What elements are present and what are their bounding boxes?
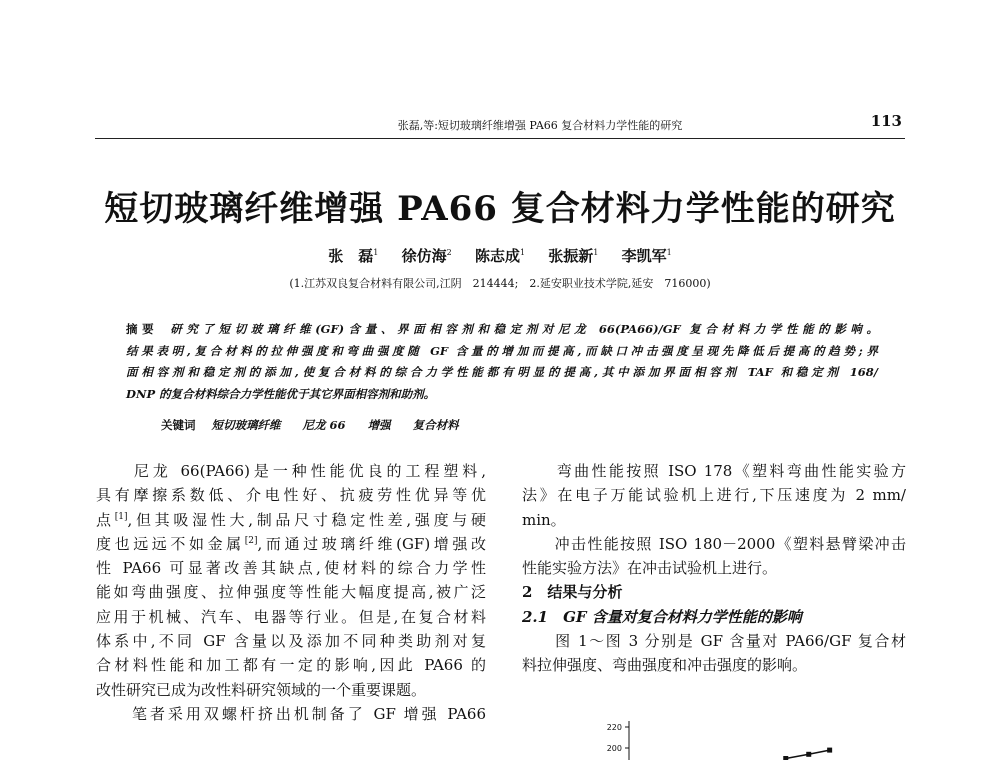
keyword: 复合材料: [412, 418, 459, 432]
figure-1-chart: [598, 717, 838, 760]
author-list: [0, 245, 1000, 266]
paragraph-line: 性 PA66 可显著改善其缺点,使材料的综合力学性: [96, 559, 486, 578]
paragraph-line: min。: [522, 510, 566, 529]
data-point: [783, 756, 788, 760]
author-2: 徐仿海$^2$: [401, 247, 452, 265]
paragraph-line: 弯曲性能按照 ISO 178《塑料弯曲性能实验方: [522, 462, 906, 480]
paragraph-line: 能如弯曲强度、拉伸强度等性能大幅度提高,被广泛: [96, 583, 486, 602]
author-1: 张 磊$^1$: [328, 247, 379, 265]
author-5: 李凯军$^1$: [621, 247, 672, 265]
paragraph-line: 具有摩擦系数低、介电性好、抗疲劳性优异等优: [96, 486, 486, 505]
keyword: 尼龙 66: [302, 418, 346, 432]
y-tick-label: 200: [606, 744, 622, 753]
keywords-label: 关键词: [161, 418, 196, 432]
abstract-line: 结果表明,复合材料的拉伸强度和弯曲强度随 GF 含量的增加而提高,而缺口冲击强度呈现先降低后提高的趋势;界: [126, 343, 878, 358]
paragraph-line: 度也远远不如金属[2],而通过玻璃纤维(GF)增强改: [96, 534, 486, 553]
right-column: [522, 459, 906, 678]
data-point: [806, 752, 811, 757]
author-4: 张振新$^1$: [548, 247, 599, 265]
abstract-line: 摘要 研究了短切玻璃纤维(GF)含量、界面相容剂和稳定剂对尼龙 66(PA66)/GF 复合材料力学性能的影响。: [126, 322, 878, 336]
paragraph-line: 法》在电子万能试验机上进行,下压速度为 2 mm/: [522, 486, 906, 505]
author-3: 陈志成$^1$: [474, 247, 526, 265]
data-point: [827, 748, 832, 753]
y-tick-label: 220: [606, 723, 622, 732]
keywords: [161, 417, 477, 433]
paragraph-line: 性能实验方法》在冲击试验机上进行。: [522, 559, 778, 578]
affiliations: (1.江苏双良复合材料有限公司,江阴 214444; 2.延安职业技术学院,延安 716000): [289, 277, 711, 290]
keyword: 短切玻璃纤维: [211, 418, 281, 432]
keyword: 增强: [367, 418, 391, 432]
left-column: [96, 459, 486, 726]
paragraph-line: 笔者采用双螺杆挤出机制备了 GF 增强 PA66: [96, 704, 486, 723]
paragraph-line: 冲击性能按照 ISO 180－2000《塑料悬臂梁冲击: [522, 534, 906, 553]
paragraph-line: 图 1～图 3 分别是 GF 含量对 PA66/GF 复合材: [522, 632, 906, 651]
citation-ref-1: [1]: [114, 511, 128, 522]
running-head: 张磊,等:短切玻璃纤维增强 PA66 复合材料力学性能的研究: [397, 119, 683, 132]
abstract-label: 摘要: [126, 322, 159, 336]
series-layer: [783, 748, 832, 760]
paragraph-line: 料拉伸强度、弯曲强度和冲击强度的影响。: [522, 656, 808, 675]
abstract-line: DNP 的复合材料综合力学性能优于其它界面相容剂和助剂。: [126, 386, 436, 401]
section-heading: 2 结果与分析: [522, 583, 623, 602]
paragraph-line: 应用于机械、汽车、电器等行业。但是,在复合材料: [96, 607, 486, 626]
paragraph-line: 合材料性能和加工都有一定的影响,因此 PA66 的: [96, 656, 486, 675]
abstract-line: 面相容剂和稳定剂的添加,使复合材料的综合力学性能都有明显的提高,其中添加界面相容剂 TAF 和稳定剂 168/: [126, 365, 878, 380]
paragraph-line: 改性研究已成为改性料研究领域的一个重要课题。: [96, 680, 427, 699]
citation-ref-2: [2]: [244, 535, 258, 546]
subsection-heading: 2.1 GF 含量对复合材料力学性能的影响: [522, 607, 802, 626]
paragraph-line: 体系中,不同 GF 含量以及添加不同种类助剂对复: [96, 632, 486, 651]
paragraph-line: 尼龙 66(PA66)是一种性能优良的工程塑料,: [96, 462, 486, 480]
paragraph-line: 点[1],但其吸湿性大,制品尺寸稳定性差,强度与硬: [96, 510, 486, 529]
abstract: [126, 319, 878, 405]
header-rule: [95, 138, 905, 139]
page-number: 113: [870, 112, 902, 130]
paper-title: 短切玻璃纤维增强 PA66 复合材料力学性能的研究: [104, 189, 896, 229]
